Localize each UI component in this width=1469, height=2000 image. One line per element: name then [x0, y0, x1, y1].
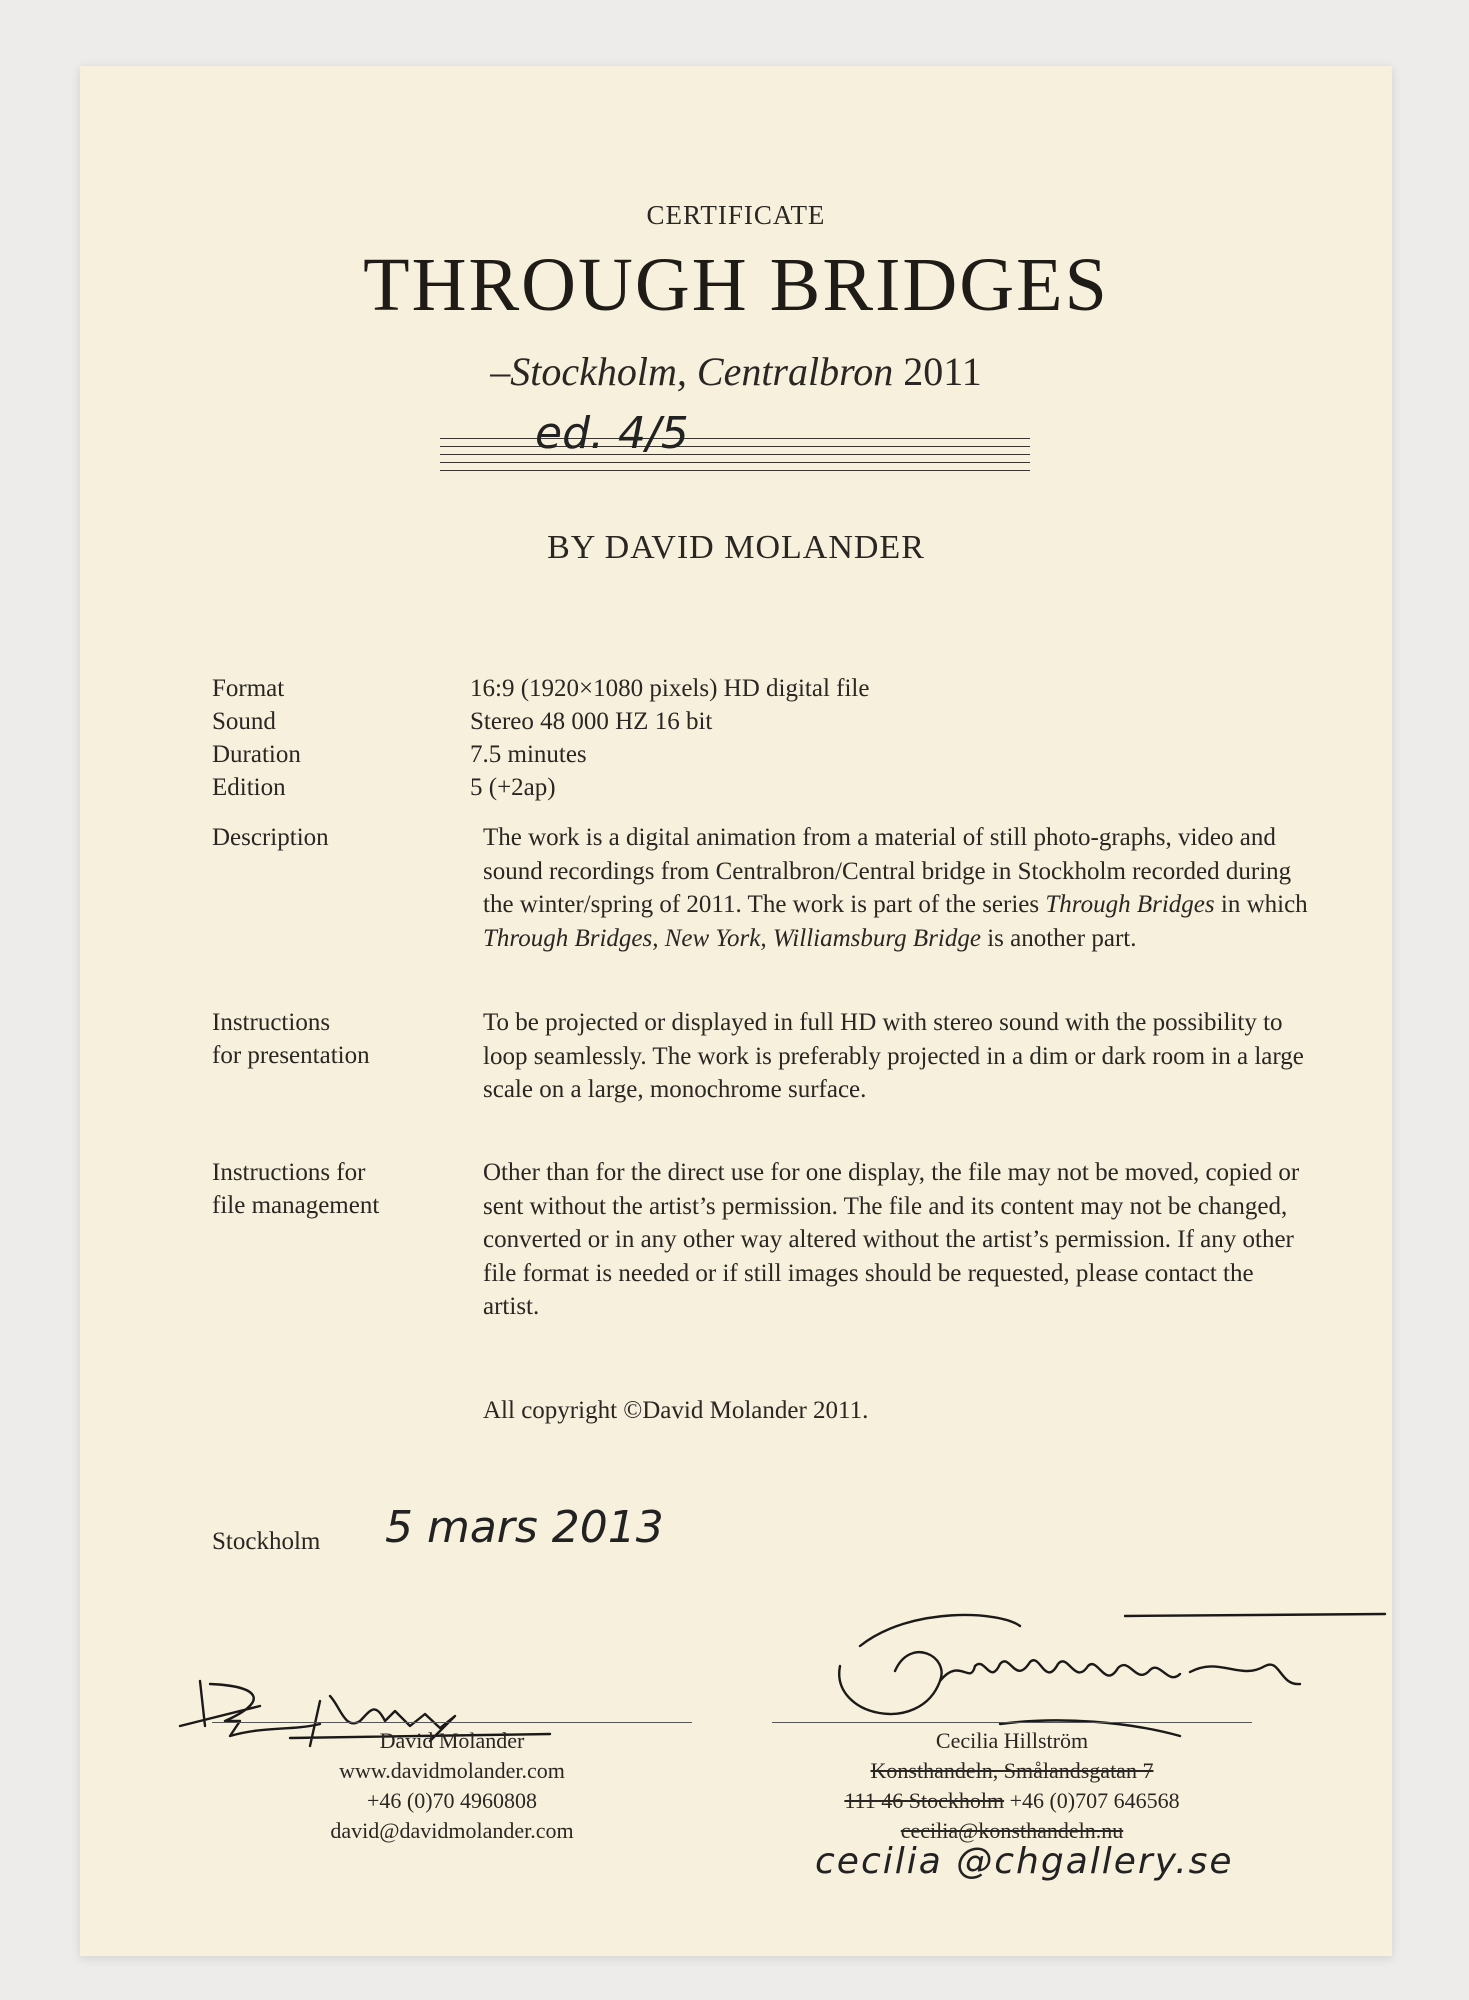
artist-byline: BY DAVID MOLANDER — [547, 529, 925, 566]
handwritten-date: 5 mars 2013 — [385, 1502, 664, 1553]
spec-value-sound: Stereo 48 000 HZ 16 bit — [470, 708, 713, 735]
certificate-eyebrow: CERTIFICATE — [646, 200, 826, 230]
place-label: Stockholm — [212, 1528, 321, 1555]
artist-contact-block — [212, 1726, 692, 1846]
copyright-notice: All copyright ©David Molander 2011. — [483, 1397, 869, 1424]
presentation-label-line-2: for presentation — [212, 1042, 370, 1069]
subtitle-place: Stockholm, Centralbron — [510, 349, 894, 394]
file-management-label-line-2: file management — [212, 1192, 380, 1219]
certificate-sheet — [80, 66, 1392, 1956]
description-text — [483, 821, 1313, 955]
gallery-name: Cecilia Hillström — [935, 1728, 1089, 1753]
artist-website: www.davidmolander.com — [339, 1758, 565, 1783]
artist-phone: +46 (0)70 4960808 — [366, 1788, 538, 1813]
presentation-label — [212, 1006, 370, 1072]
gallery-postal-struck: 111 46 Stockholm — [844, 1788, 1005, 1813]
artist-email: david@davidmolander.com — [330, 1818, 574, 1843]
file-management-label-line-1: Instructions for — [212, 1159, 366, 1186]
gallery-email-struck: cecilia@konsthandeln.nu — [900, 1818, 1124, 1843]
spec-label-edition: Edition — [212, 774, 286, 801]
file-management-label — [212, 1156, 379, 1222]
description-label: Description — [212, 824, 329, 851]
handwritten-gallery-email: cecilia @chgallery.se — [815, 1841, 1234, 1882]
edition-number: ed. 4/5 — [535, 408, 689, 459]
spec-value-format: 16:9 (1920×1080 pixels) HD digital file — [470, 675, 870, 702]
spec-value-edition: 5 (+2ap) — [470, 774, 556, 801]
subtitle-dash: – — [490, 349, 511, 394]
artwork-subtitle — [80, 348, 1392, 395]
artwork-title: THROUGH BRIDGES — [363, 243, 1109, 327]
presentation-label-line-1: Instructions — [212, 1009, 331, 1036]
description-part-1: The work is a digital animation from a material of still photo-graphs, video and sound recordings from Centralbron/Central bridge in Stockholm recorded during the winter/spring of 2011. The work is part of the series — [483, 824, 1292, 918]
gallery-contact-block — [772, 1726, 1252, 1846]
subtitle-year: 2011 — [903, 349, 982, 394]
presentation-text: To be projected or displayed in full HD with stereo sound with the possibility to loop seamlessly. The work is preferably projected in a dim or dark room in a large scale on a large, monochrome surface. — [483, 1009, 1304, 1103]
artist-name: David Molander — [379, 1728, 525, 1753]
series-title: Through Bridges — [1045, 891, 1215, 918]
artist-signature-line — [212, 1722, 692, 1723]
description-part-2: in which — [1214, 891, 1308, 918]
related-work-title: Through Bridges, New York, Williamsburg Bridge — [483, 924, 981, 952]
description-part-3: is another part. — [980, 924, 1137, 952]
spec-label-sound: Sound — [212, 708, 276, 735]
spec-label-format: Format — [212, 675, 285, 702]
gallery-postal-phone-line — [772, 1786, 1252, 1816]
gallery-address-struck: Konsthandeln, Smålandsgatan 7 — [870, 1758, 1154, 1783]
gallery-phone: +46 (0)707 646568 — [1009, 1788, 1180, 1813]
file-management-text: Other than for the direct use for one display, the file may not be moved, copied or sent without the artist’s permission. The file and its content may not be changed, converted or in any other way altered without the artist’s permission. If any other file format is needed or if still images should be requested, please contact the artist. — [483, 1159, 1300, 1320]
gallery-signature-line — [772, 1722, 1252, 1723]
edition-staff — [440, 408, 1030, 478]
spec-value-duration: 7.5 minutes — [470, 741, 587, 768]
spec-label-duration: Duration — [212, 741, 301, 768]
